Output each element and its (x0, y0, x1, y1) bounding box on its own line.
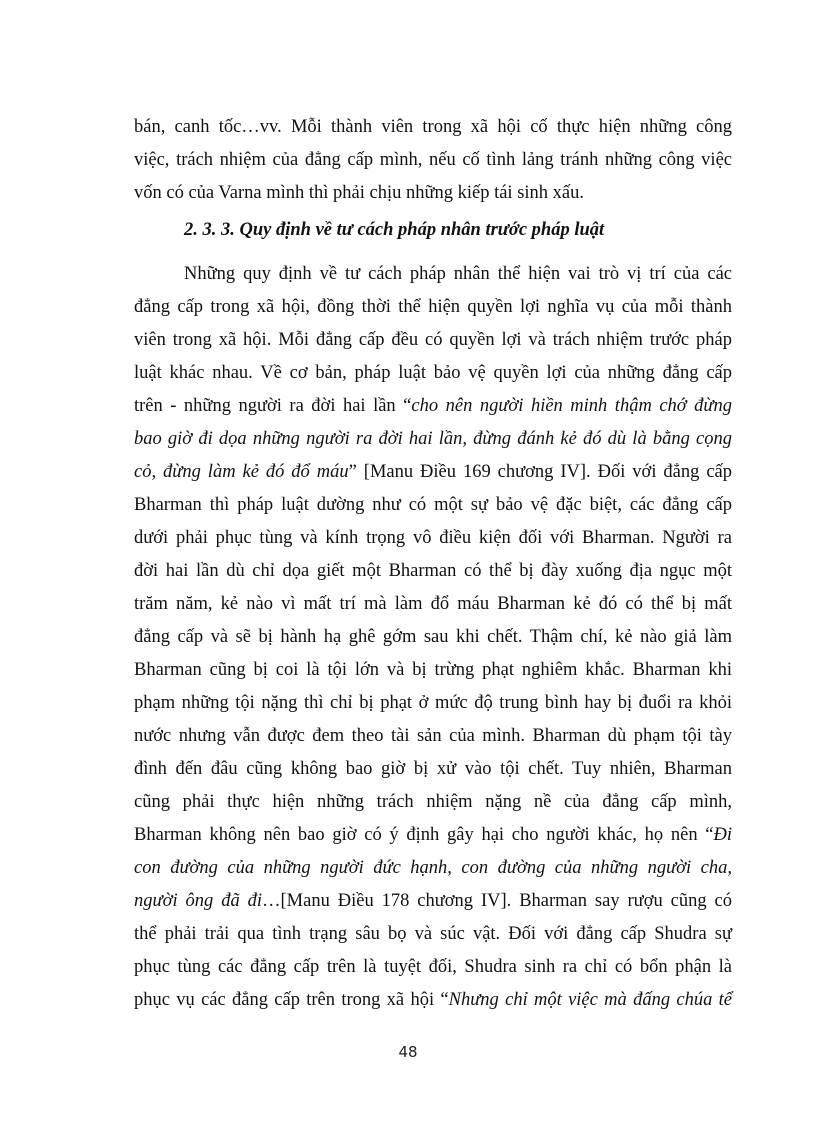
paragraph-2-line-18 (134, 823, 732, 847)
paragraph-2-line-6 (134, 427, 732, 451)
page-number: 48 (398, 1043, 418, 1061)
text-run: ” [Manu Điều 169 chương IV]. Đối với đẳng cấp (348, 462, 732, 482)
paragraph-2-line-13: Bharman cũng bị coi là tội lớn và bị trừng phạt nghiêm khắc. Bharman khi (134, 660, 732, 680)
quote-run: Đi (713, 825, 732, 845)
paragraph-1-line-1: bán, canh tốc…vv. Mỗi thành viên trong xã hội cố thực hiện những công (134, 117, 732, 137)
paragraph-2-line-16: đình đến đâu cũng không bao giờ bị xử vào tội chết. Tuy nhiên, Bharman (134, 759, 732, 779)
paragraph-2-line-8: Bharman thì pháp luật dường như có một sự bảo vệ đặc biệt, các đẳng cấp (134, 495, 732, 515)
paragraph-2-line-10: đời hai lần dù chỉ dọa giết một Bharman có thể bị đày xuống địa ngục một (134, 561, 732, 581)
quote-run: Nhưng chỉ một việc mà đấng chúa tể (448, 990, 732, 1010)
paragraph-2-line-1: Những quy định về tư cách pháp nhân thể hiện vai trò vị trí của các (184, 264, 732, 284)
paragraph-2-line-5 (134, 394, 732, 418)
text-run: Bharman không nên bao giờ có ý định gây hại cho người khác, họ nên “ (134, 825, 714, 845)
quote-run: cỏ, đừng làm kẻ đó đổ máu (134, 462, 349, 482)
paragraph-2-line-7 (134, 460, 732, 484)
paragraph-2-line-19 (134, 856, 732, 880)
quote-run: bao giờ đi dọa những người ra đời hai lần, đừng đánh kẻ đó dù là bằng cọng (134, 429, 732, 449)
text-run: phục vụ các đẳng cấp trên trong xã hội “ (134, 990, 449, 1010)
paragraph-2-line-14: phạm những tội nặng thì chỉ bị phạt ở mức độ trung bình hay bị đuổi ra khỏi (134, 693, 732, 713)
paragraph-1-line-2: việc, trách nhiệm của đẳng cấp mình, nếu cố tình lảng tránh những công việc (134, 150, 732, 170)
quote-run: người ông đã đi (134, 891, 262, 911)
paragraph-2-line-22: phục tùng các đẳng cấp trên là tuyệt đối, Shudra sinh ra chỉ có bổn phận là (134, 957, 732, 977)
paragraph-2-line-21: thể phải trải qua tình trạng sâu bọ và súc vật. Đối với đẳng cấp Shudra sự (134, 924, 732, 944)
paragraph-2-line-4: luật khác nhau. Về cơ bản, pháp luật bảo vệ quyền lợi của những đẳng cấp (134, 363, 732, 383)
text-run: trên - những người ra đời hai lần “ (134, 396, 412, 416)
section-heading: 2. 3. 3. Quy định về tư cách pháp nhân trước pháp luật (184, 220, 605, 240)
paragraph-2-line-23 (134, 988, 732, 1012)
paragraph-2-line-12: đẳng cấp và sẽ bị hành hạ ghê gớm sau khi chết. Thậm chí, kẻ nào giả làm (134, 627, 732, 647)
paragraph-1-line-3: vốn có của Varna mình thì phải chịu những kiếp tái sinh xấu. (134, 183, 584, 203)
paragraph-2-line-11: trăm năm, kẻ nào vì mất trí mà làm đổ máu Bharman kẻ đó có thể bị mất (134, 594, 732, 614)
paragraph-2-line-3: viên trong xã hội. Mỗi đẳng cấp đều có quyền lợi và trách nhiệm trước pháp (134, 330, 732, 350)
quote-run: cho nên người hiền minh thậm chớ đừng (411, 396, 732, 416)
paragraph-2-line-2: đẳng cấp trong xã hội, đồng thời thể hiện quyền lợi nghĩa vụ của mỗi thành (134, 297, 732, 317)
quote-run: con đường của những người đức hạnh, con đường của những người cha, (134, 858, 732, 878)
paragraph-2-line-9: dưới phải phục tùng và kính trọng vô điều kiện đối với Bharman. Người ra (134, 528, 732, 548)
text-run: …[Manu Điều 178 chương IV]. Bharman say rượu cũng có (262, 891, 732, 911)
paragraph-2-line-17: cũng phải thực hiện những trách nhiệm nặng nề của đẳng cấp mình, (134, 792, 732, 812)
paragraph-2-line-20 (134, 889, 732, 913)
paragraph-2-line-15: nước nhưng vẫn được đem theo tài sản của mình. Bharman dù phạm tội tày (134, 726, 732, 746)
